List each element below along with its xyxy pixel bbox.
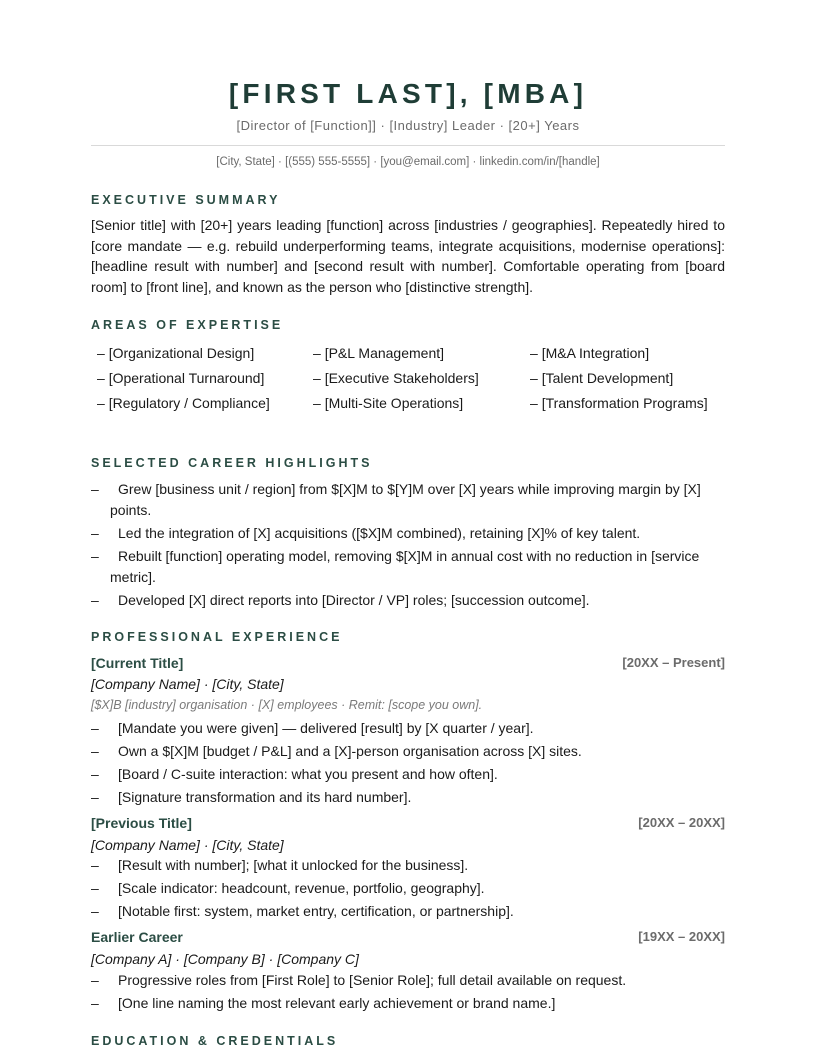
role-remit: [$X]B [industry] organisation · [X] employees · Remit: [scope you own]. — [91, 698, 483, 712]
role-bullet: – [Notable first: system, market entry, certification, or partnership]. — [91, 901, 725, 922]
dash-bullet: – — [97, 370, 105, 386]
role-dates: [20XX – Present] — [622, 655, 725, 670]
section-heading-summary: EXECUTIVE SUMMARY — [91, 193, 281, 207]
dash-bullet: – — [91, 880, 99, 896]
role-title: Earlier Career — [91, 929, 183, 945]
expertise-column-1 — [97, 341, 270, 416]
candidate-name: [FIRST LAST], [MBA] — [228, 78, 588, 109]
role-bullet: – [Board / C-suite interaction: what you present and how often]. — [91, 764, 725, 785]
highlight-item: – Led the integration of [X] acquisitions ([$X]M combined), retaining [X]% of key talent. — [91, 523, 725, 544]
earlier-career-bullets — [91, 970, 725, 1016]
company-line: [Company Name] · [City, State] — [91, 676, 284, 692]
role-bullet: – [One line naming the most relevant early achievement or brand name.] — [91, 993, 725, 1014]
role-header-current — [91, 654, 725, 672]
contact-line: [City, State] · [(555) 555-5555] · [you@email.com] · linkedin.com/in/[handle] — [216, 156, 600, 168]
expertise-item: – [M&A Integration] — [530, 345, 650, 361]
expertise-item: – [P&L Management] — [313, 345, 445, 361]
highlights-list — [91, 479, 725, 613]
company-line: [Company Name] · [City, State] — [91, 837, 284, 853]
expertise-item: – [Multi-Site Operations] — [313, 395, 464, 411]
section-heading-expertise: AREAS OF EXPERTISE — [91, 318, 284, 332]
highlight-item: – Developed [X] direct reports into [Director / VP] roles; [succession outcome]. — [91, 590, 725, 611]
dash-bullet: – — [530, 370, 538, 386]
summary-paragraph: [Senior title] with [20+] years leading [function] across [industries / geographies]. Repeatedly hired to [core mandate — e.g. rebuild underperforming teams, integrate acquisitions, modernise operations]: [headline result with number] and [second result with number]. Comfortable operating from [board room] to [front line], and known as the person who [distinctive strength]. — [91, 217, 725, 295]
dash-bullet: – — [530, 395, 538, 411]
dash-bullet: – — [91, 720, 99, 736]
role-bullet: – Progressive roles from [First Role] to [Senior Role]; full detail available on request. — [91, 970, 725, 991]
role-bullet: – [Scale indicator: headcount, revenue, portfolio, geography]. — [91, 878, 725, 899]
expertise-column-3 — [530, 341, 708, 416]
dash-bullet: – — [91, 592, 99, 608]
role-bullet: – [Signature transformation and its hard number]. — [91, 787, 725, 808]
role-dates: [19XX – 20XX] — [638, 929, 725, 944]
role-header-earlier — [91, 928, 725, 946]
headline-tagline: [Director of [Function]] · [Industry] Leader · [20+] Years — [236, 118, 580, 133]
dash-bullet: – — [91, 766, 99, 782]
expertise-item: – [Executive Stakeholders] — [313, 370, 479, 386]
header-divider — [91, 145, 725, 146]
section-heading-highlights: SELECTED CAREER HIGHLIGHTS — [91, 456, 373, 470]
expertise-item: – [Talent Development] — [530, 370, 674, 386]
highlight-item: – Grew [business unit / region] from $[X]M to $[Y]M over [X] years while improving margin by [X] points. — [91, 481, 701, 518]
role-bullet: – [Mandate you were given] — delivered [result] by [X quarter / year]. — [91, 718, 725, 739]
section-heading-experience: PROFESSIONAL EXPERIENCE — [91, 630, 343, 644]
role-dates: [20XX – 20XX] — [638, 815, 725, 830]
current-role-bullets — [91, 718, 725, 810]
expertise-item: – [Transformation Programs] — [530, 395, 708, 411]
dash-bullet: – — [313, 345, 321, 361]
dash-bullet: – — [313, 370, 321, 386]
dash-bullet: – — [97, 395, 105, 411]
expertise-item: – [Operational Turnaround] — [97, 370, 265, 386]
dash-bullet: – — [313, 395, 321, 411]
role-title: [Previous Title] — [91, 815, 192, 831]
role-title: [Current Title] — [91, 655, 184, 671]
dash-bullet: – — [91, 972, 99, 988]
dash-bullet: – — [91, 743, 99, 759]
highlight-item: – Rebuilt [function] operating model, removing $[X]M in annual cost with no reduction in [service metric]. — [91, 548, 700, 585]
previous-role-bullets — [91, 855, 725, 924]
role-bullet: – Own a $[X]M [budget / P&L] and a [X]-person organisation across [X] sites. — [91, 741, 725, 762]
dash-bullet: – — [91, 903, 99, 919]
dash-bullet: – — [91, 789, 99, 805]
dash-bullet: – — [91, 995, 99, 1011]
expertise-item: – [Regulatory / Compliance] — [97, 395, 270, 411]
dash-bullet: – — [91, 525, 99, 541]
dash-bullet: – — [91, 857, 99, 873]
dash-bullet: – — [97, 345, 105, 361]
dash-bullet: – — [91, 481, 99, 497]
expertise-item: – [Organizational Design] — [97, 345, 255, 361]
role-header-previous — [91, 814, 725, 832]
section-heading-education: EDUCATION & CREDENTIALS — [91, 1034, 339, 1048]
dash-bullet: – — [530, 345, 538, 361]
role-bullet: – [Result with number]; [what it unlocked for the business]. — [91, 855, 725, 876]
dash-bullet: – — [91, 548, 99, 564]
expertise-column-2 — [313, 341, 479, 416]
company-line: [Company A] · [Company B] · [Company C] — [91, 951, 359, 967]
